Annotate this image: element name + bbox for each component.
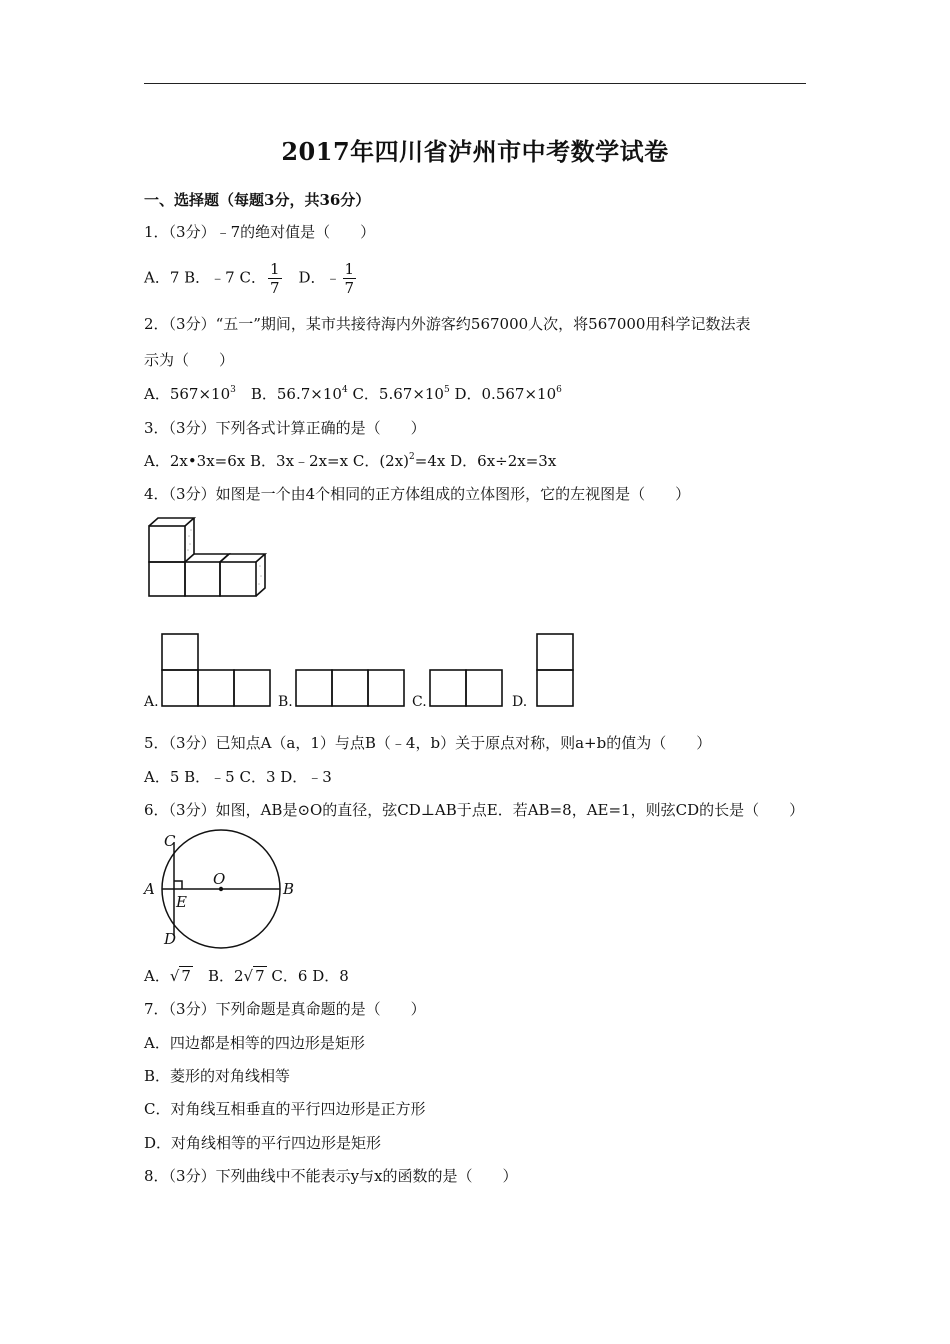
radicand: 7 bbox=[255, 967, 265, 985]
q5-options: A．5 B．﹣5 C．3 D．﹣3 bbox=[144, 768, 332, 786]
q5-stem: 5．（3分）已知点A（a，1）与点B（﹣4，b）关于原点对称，则a+b的值为（ ） bbox=[144, 734, 712, 752]
q1-fraction-d bbox=[343, 260, 357, 297]
q3-opt-cd: =4x D．6x÷2x=3x bbox=[414, 452, 557, 470]
q6-options bbox=[144, 966, 349, 986]
page-title: 2017年四川省泸州市中考数学试卷 bbox=[281, 137, 669, 166]
q7-stem: 7．（3分）下列命题是真命题的是（ ） bbox=[144, 1000, 426, 1018]
q2-stem-line1: 2．（3分）“五一”期间，某市共接待海内外游客约567000人次，将567000用科学记数法表 bbox=[144, 315, 751, 333]
q4-label-d: D. bbox=[512, 694, 528, 710]
frac-den: 7 bbox=[344, 279, 355, 297]
q3-options bbox=[144, 451, 556, 471]
q4-label-a: A. bbox=[144, 694, 159, 710]
q6-label-e: E bbox=[176, 893, 187, 911]
q1-options bbox=[144, 260, 358, 297]
q6-label-d: D bbox=[164, 930, 177, 948]
section-heading: 一、选择题（每题3分，共36分） bbox=[144, 191, 371, 209]
q2-opt-b: B．56.7×10 bbox=[235, 385, 342, 403]
frac-den: 7 bbox=[269, 279, 280, 297]
q2-stem-line2: 示为（ ） bbox=[144, 351, 235, 369]
q6-sqrt-b: √ 7 bbox=[243, 967, 265, 985]
q1-option-d: D．﹣ bbox=[283, 268, 341, 287]
q3-exp: 2 bbox=[409, 452, 415, 462]
q7-option-a: A．四边都是相等的四边形是矩形 bbox=[144, 1034, 365, 1052]
q4-option-a-figure bbox=[160, 632, 272, 708]
q4-stem: 4．（3分）如图是一个由4个相同的正方体组成的立体图形，它的左视图是（ ） bbox=[144, 485, 691, 503]
header-rule bbox=[144, 83, 806, 84]
q6-label-c: C bbox=[164, 832, 176, 850]
q7-option-c: C．对角线互相垂直的平行四边形是正方形 bbox=[144, 1100, 426, 1118]
q4-solid-figure bbox=[144, 514, 284, 604]
q1-stem: 1．（3分）﹣7的绝对值是（ ） bbox=[144, 223, 376, 241]
q2-exp-d: 6 bbox=[556, 385, 562, 395]
q6-stem: 6．（3分）如图，AB是⊙O的直径，弦CD⊥AB于点E．若AB=8，AE=1，则弦CD的长是（ ） bbox=[144, 801, 805, 819]
q1-options-ab: A．7 B．﹣7 C． bbox=[144, 268, 266, 287]
q2-exp-a: 3 bbox=[230, 385, 236, 395]
q6-label-b: B bbox=[283, 880, 295, 898]
q2-exp-c: 5 bbox=[443, 385, 450, 395]
q2-exp-b: 4 bbox=[341, 385, 348, 395]
q6-opt-cd: C．6 D．8 bbox=[266, 967, 349, 985]
frac-num: 1 bbox=[269, 260, 280, 278]
frac-num: 1 bbox=[344, 260, 355, 278]
q4-option-c-figure bbox=[428, 668, 504, 708]
q6-circle-figure bbox=[140, 828, 300, 953]
q6-label-o: O bbox=[213, 870, 226, 888]
q7-option-b: B．菱形的对角线相等 bbox=[144, 1067, 291, 1085]
q2-opt-d: D．0.567×10 bbox=[449, 385, 557, 403]
q8-stem: 8．（3分）下列曲线中不能表示y与x的函数的是（ ） bbox=[144, 1167, 518, 1185]
q4-label-c: C. bbox=[412, 694, 427, 710]
q2-options bbox=[144, 384, 562, 404]
q3-stem: 3．（3分）下列各式计算正确的是（ ） bbox=[144, 419, 426, 437]
q6-opt-a: A． bbox=[144, 967, 170, 985]
q2-opt-a: A．567×10 bbox=[144, 385, 231, 403]
q6-opt-b: B．2 bbox=[192, 967, 244, 985]
q4-option-b-figure bbox=[294, 668, 406, 708]
q7-option-d: D．对角线相等的平行四边形是矩形 bbox=[144, 1134, 382, 1152]
q2-opt-c: C．5.67×10 bbox=[347, 385, 444, 403]
q6-label-a: A bbox=[144, 880, 155, 898]
q1-fraction-c bbox=[268, 260, 282, 297]
radicand: 7 bbox=[181, 967, 191, 985]
q3-opt-abc: A．2x•3x=6x B．3x﹣2x=x C．(2x) bbox=[144, 452, 410, 470]
q4-label-b: B. bbox=[278, 694, 293, 710]
q6-sqrt-a: √ 7 bbox=[169, 967, 191, 985]
q4-option-d-figure bbox=[535, 632, 575, 708]
